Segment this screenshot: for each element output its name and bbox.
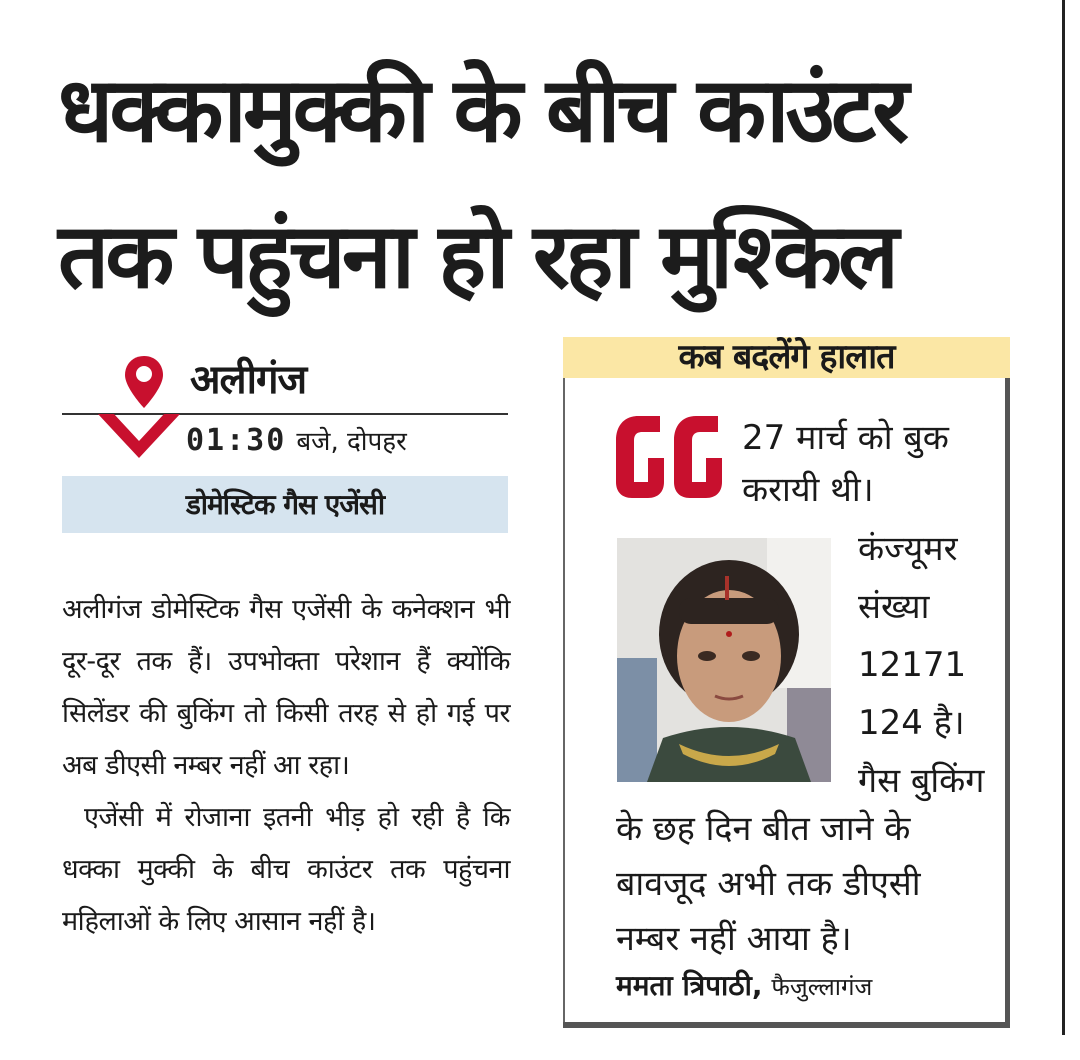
sidebar-box-shadow-bottom [563, 1022, 1010, 1028]
headline-line-1: धक्कामुक्की के बीच काउंटर [58, 58, 906, 163]
quote-bottom-line: बावजूद अभी तक डीएसी [616, 864, 921, 904]
page-edge-line [1062, 0, 1065, 1035]
attribution [616, 966, 872, 1004]
quote-bottom-line: नम्बर नहीं आया है। [616, 919, 852, 959]
time-digits: 01:30 [186, 423, 287, 458]
quote-right-line: कंज्यूमर [858, 529, 958, 569]
quote-line-1: 27 मार्च को बुक [742, 418, 949, 458]
quote-bottom [616, 802, 921, 967]
sidebar-title: कब बदलेंगे हालात [563, 337, 1010, 378]
location-pin-icon [122, 354, 166, 410]
agency-label: डोमेस्टिक गैस एजेंसी [62, 476, 508, 533]
quote-right-line: 12171 [858, 645, 967, 685]
quote-mark-icon [612, 412, 724, 500]
quote-right-column [858, 520, 1018, 810]
quote-bottom-line: के छह दिन बीत जाने के [616, 809, 911, 849]
headline-line-2: तक पहुंचना हो रहा मुश्किल [58, 204, 896, 309]
quote-right-line: गैस बुकिंग [858, 761, 985, 801]
quote-opening [742, 412, 949, 516]
person-photo [617, 538, 831, 782]
attribution-name: ममता त्रिपाठी, [616, 969, 763, 1002]
sidebar-box-border [563, 344, 565, 1024]
time-label: बजे, दोपहर [296, 427, 407, 457]
attribution-location: फैजुल्लागंज [771, 973, 873, 1001]
dateline-place: अलीगंज [190, 357, 307, 403]
quote-line-2: करायी थी। [742, 470, 874, 510]
article-body [62, 584, 510, 948]
quote-right-line: 124 है। [858, 703, 965, 743]
headline [58, 38, 1048, 330]
dateline-time [186, 422, 407, 458]
chevron-down-icon [98, 414, 180, 460]
quote-right-line: संख्या [858, 587, 930, 627]
article-paragraph-2: एजेंसी में रोजाना इतनी भीड़ हो रही है कि धक्का मुक्की के बीच काउंटर तक पहुंचना महिलाओं के लिए आसान नहीं है। [62, 802, 510, 937]
article-paragraph-1: अलीगंज डोमेस्टिक गैस एजेंसी के कनेक्शन भी दूर-दूर तक हैं। उपभोक्ता परेशान हैं क्योंकि सिलेंडर की बुकिंग तो किसी तरह से हो गई पर अब डीएसी नम्बर नहीं आ रहा। [62, 594, 510, 781]
